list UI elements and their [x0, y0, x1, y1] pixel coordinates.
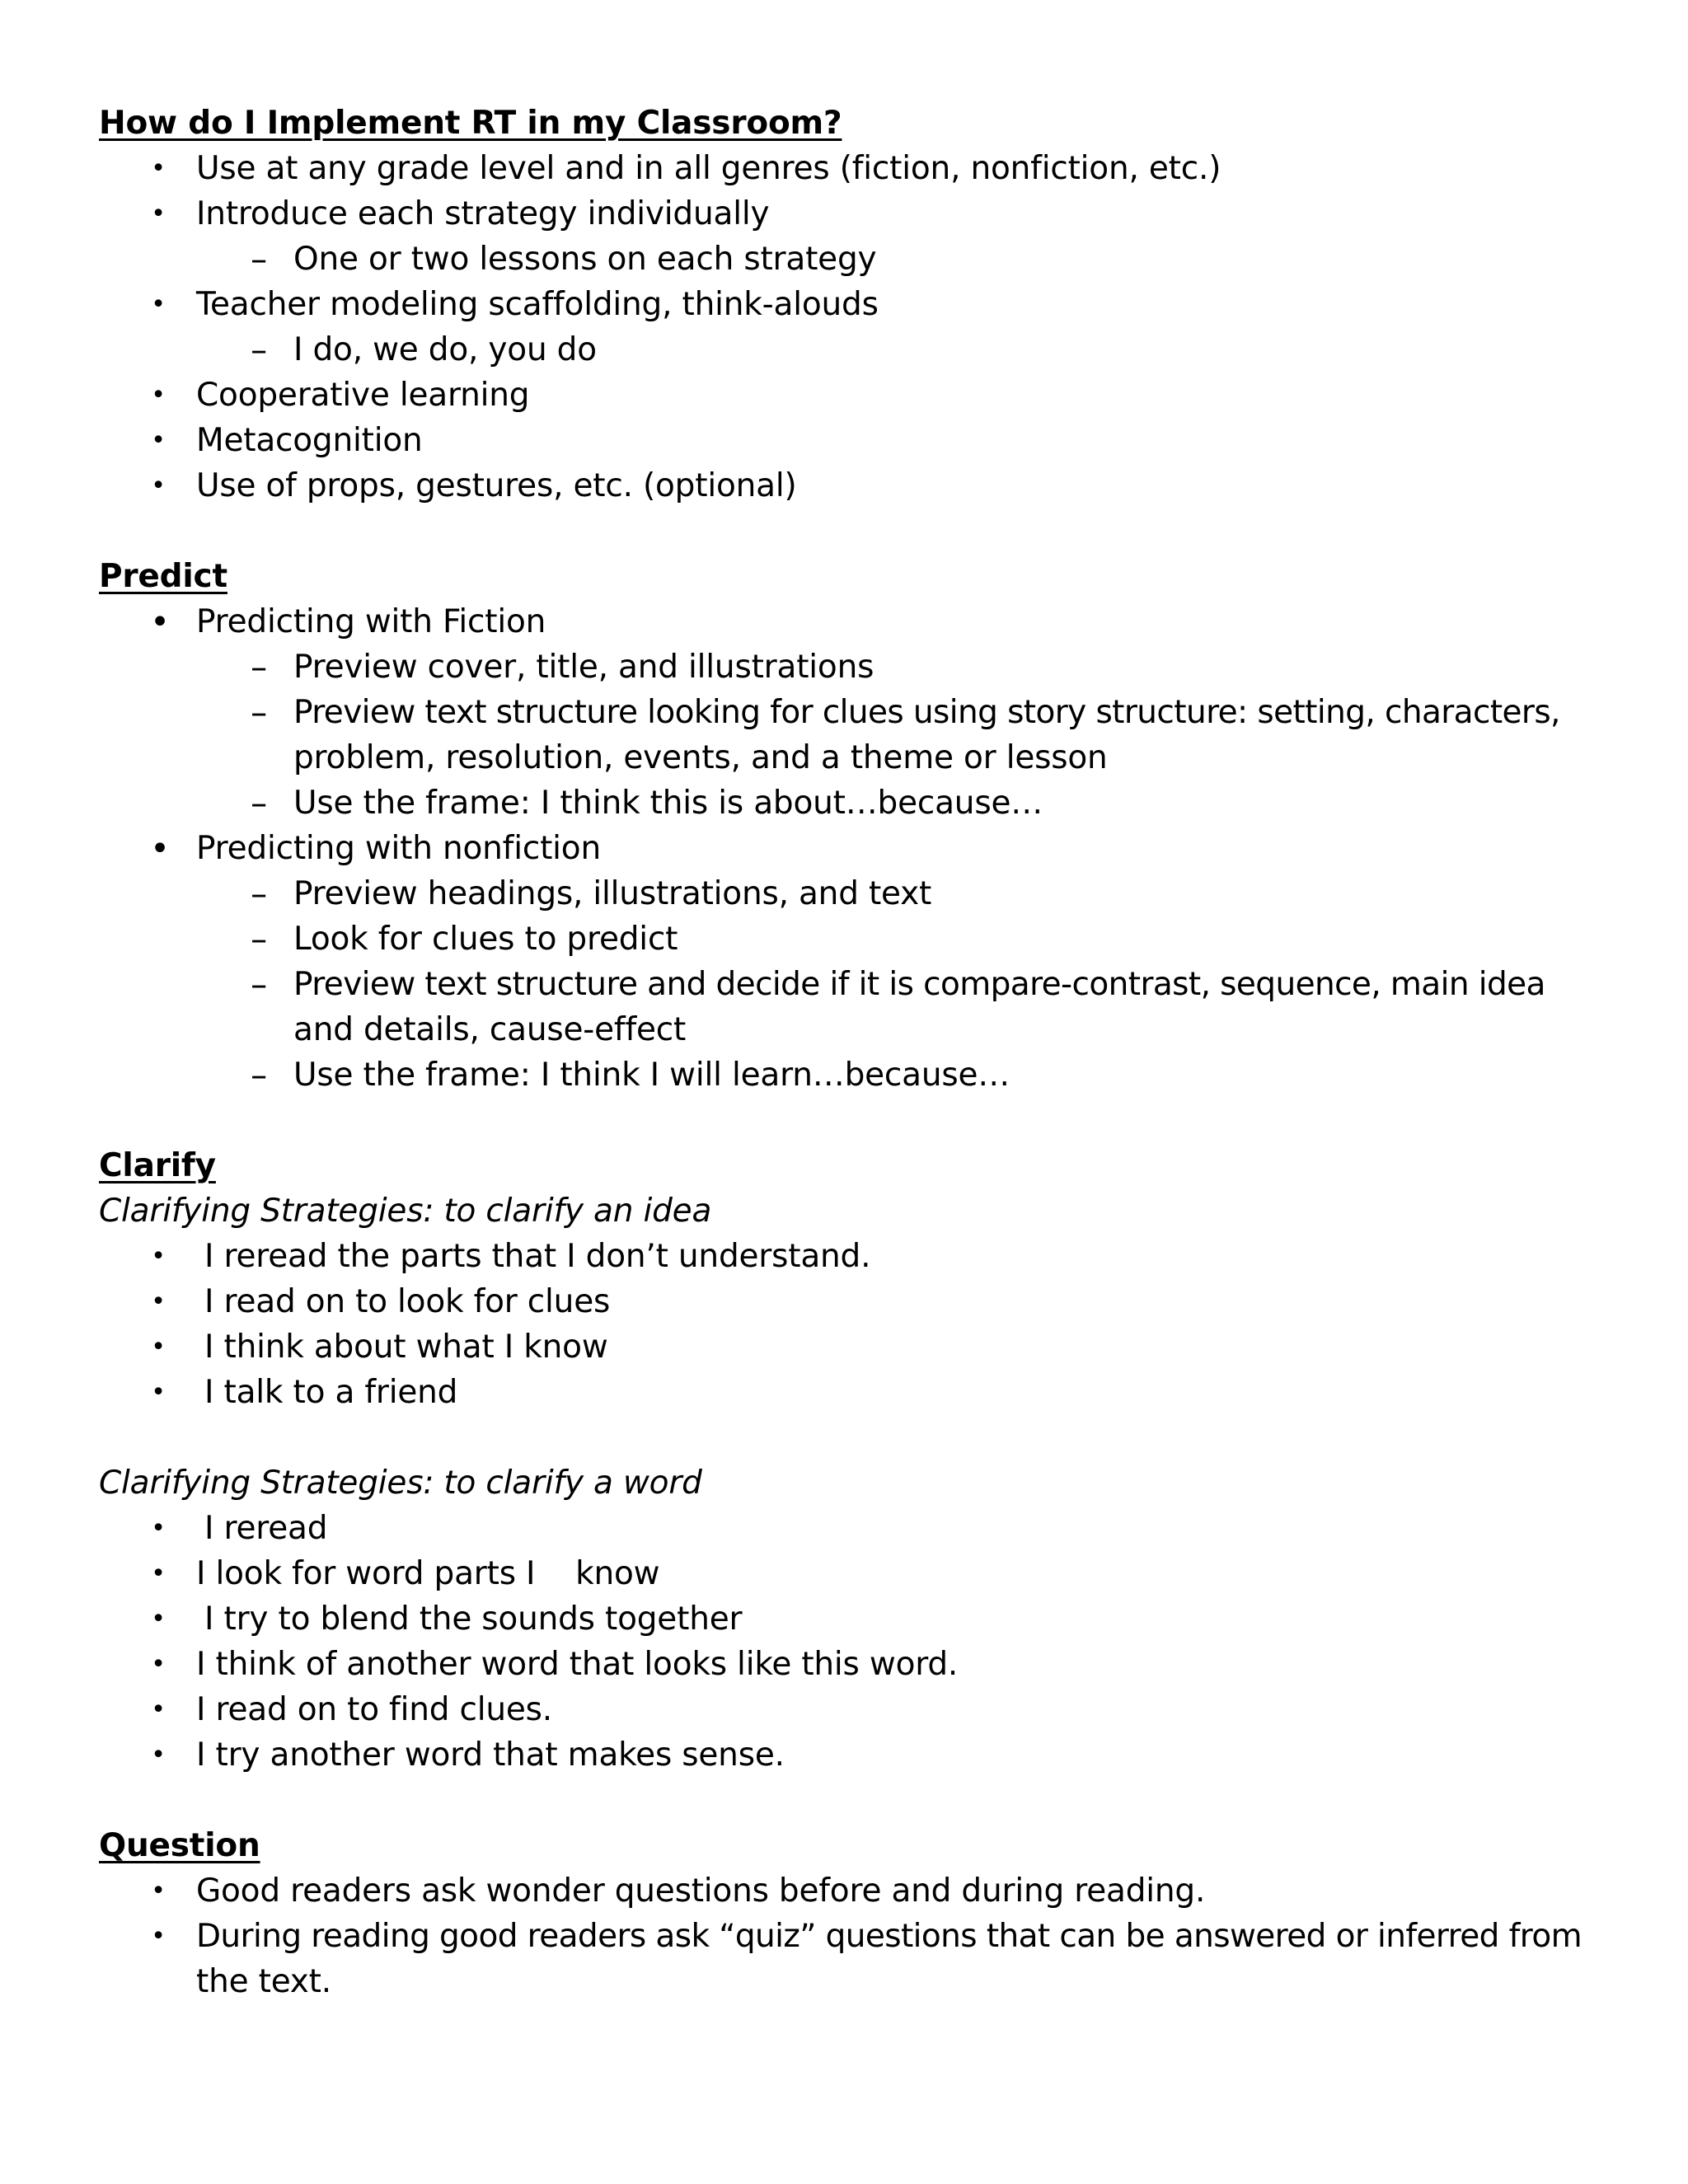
list-item: I reread the parts that I don’t understand.: [204, 1238, 871, 1275]
subheading-clarify-word: Clarifying Strategies: to clarify a word: [99, 1465, 702, 1502]
list-subitem: Preview text structure looking for clues using story structure: setting, characters,: [293, 694, 1560, 731]
bullet: •: [151, 1559, 166, 1588]
list-subitem: I do, we do, you do: [293, 331, 597, 368]
list-subitem-continuation: and details, cause-effect: [293, 1011, 687, 1048]
bullet: •: [151, 1333, 166, 1361]
list-subitem-continuation: problem, resolution, events, and a theme or lesson: [293, 739, 1108, 776]
heading-implement: How do I Implement RT in my Classroom?: [99, 105, 842, 142]
subheading-clarify-idea: Clarifying Strategies: to clarify an idea: [99, 1193, 712, 1230]
list-subitem: Look for clues to predict: [293, 921, 678, 958]
dash: –: [251, 241, 267, 279]
bullet: •: [151, 1378, 166, 1407]
list-subitem: Use the frame: I think this is about…because…: [293, 785, 1043, 822]
dash: –: [251, 1057, 267, 1094]
bullet: •: [151, 199, 166, 228]
dash: –: [251, 694, 267, 732]
dash: –: [251, 785, 267, 823]
bullet: •: [151, 1877, 166, 1905]
bullet: •: [151, 1695, 166, 1724]
dash: –: [251, 875, 267, 913]
bullet: •: [151, 154, 166, 183]
dash: –: [251, 331, 267, 369]
bullet: •: [151, 1605, 166, 1633]
list-item: I try another word that makes sense.: [196, 1736, 785, 1774]
list-item: Predicting with Fiction: [196, 603, 546, 640]
heading-predict: Predict: [99, 558, 227, 595]
list-item: I think about what I know: [204, 1329, 608, 1366]
bullet: •: [151, 1514, 166, 1543]
list-item: Introduce each strategy individually: [196, 195, 770, 232]
bullet: •: [151, 471, 166, 500]
bullet: •: [150, 603, 170, 641]
list-item: Predicting with nonfiction: [196, 830, 601, 867]
bullet: •: [151, 1287, 166, 1316]
list-item: During reading good readers ask “quiz” questions that can be answered or inferred from: [196, 1918, 1582, 1955]
bullet: •: [151, 1242, 166, 1271]
list-item: I look for word parts I know: [196, 1555, 660, 1592]
list-item: Metacognition: [196, 422, 423, 459]
bullet: •: [151, 381, 166, 410]
bullet: •: [151, 426, 166, 455]
bullet: •: [151, 290, 166, 319]
heading-clarify: Clarify: [99, 1147, 216, 1184]
list-item: I try to blend the sounds together: [204, 1601, 743, 1638]
list-subitem: Preview cover, title, and illustrations: [293, 649, 874, 686]
list-subitem: Use the frame: I think I will learn…because…: [293, 1057, 1010, 1094]
list-subitem: Preview text structure and decide if it is compare-contrast, sequence, main idea: [293, 966, 1545, 1003]
list-item: I think of another word that looks like this word.: [196, 1646, 959, 1683]
dash: –: [251, 921, 267, 958]
dash: –: [251, 649, 267, 687]
list-item: I read on to look for clues: [204, 1283, 611, 1320]
list-item: I talk to a friend: [204, 1374, 458, 1411]
bullet: •: [151, 1741, 166, 1769]
list-item: I read on to find clues.: [196, 1691, 552, 1728]
list-item: Cooperative learning: [196, 377, 530, 414]
list-item: Use at any grade level and in all genres (fiction, nonfiction, etc.): [196, 150, 1221, 187]
heading-question: Question: [99, 1827, 260, 1864]
dash: –: [251, 966, 267, 1004]
list-item: Teacher modeling scaffolding, think-alouds: [196, 286, 879, 323]
list-item: I reread: [204, 1510, 328, 1547]
list-item: Use of props, gestures, etc. (optional): [196, 467, 797, 504]
list-subitem: Preview headings, illustrations, and text: [293, 875, 932, 912]
list-item-continuation: the text.: [196, 1963, 331, 2000]
list-subitem: One or two lessons on each strategy: [293, 241, 877, 278]
bullet: •: [151, 1650, 166, 1679]
bullet: •: [150, 830, 170, 868]
bullet: •: [151, 1922, 166, 1951]
list-item: Good readers ask wonder questions before and during reading.: [196, 1872, 1206, 1910]
